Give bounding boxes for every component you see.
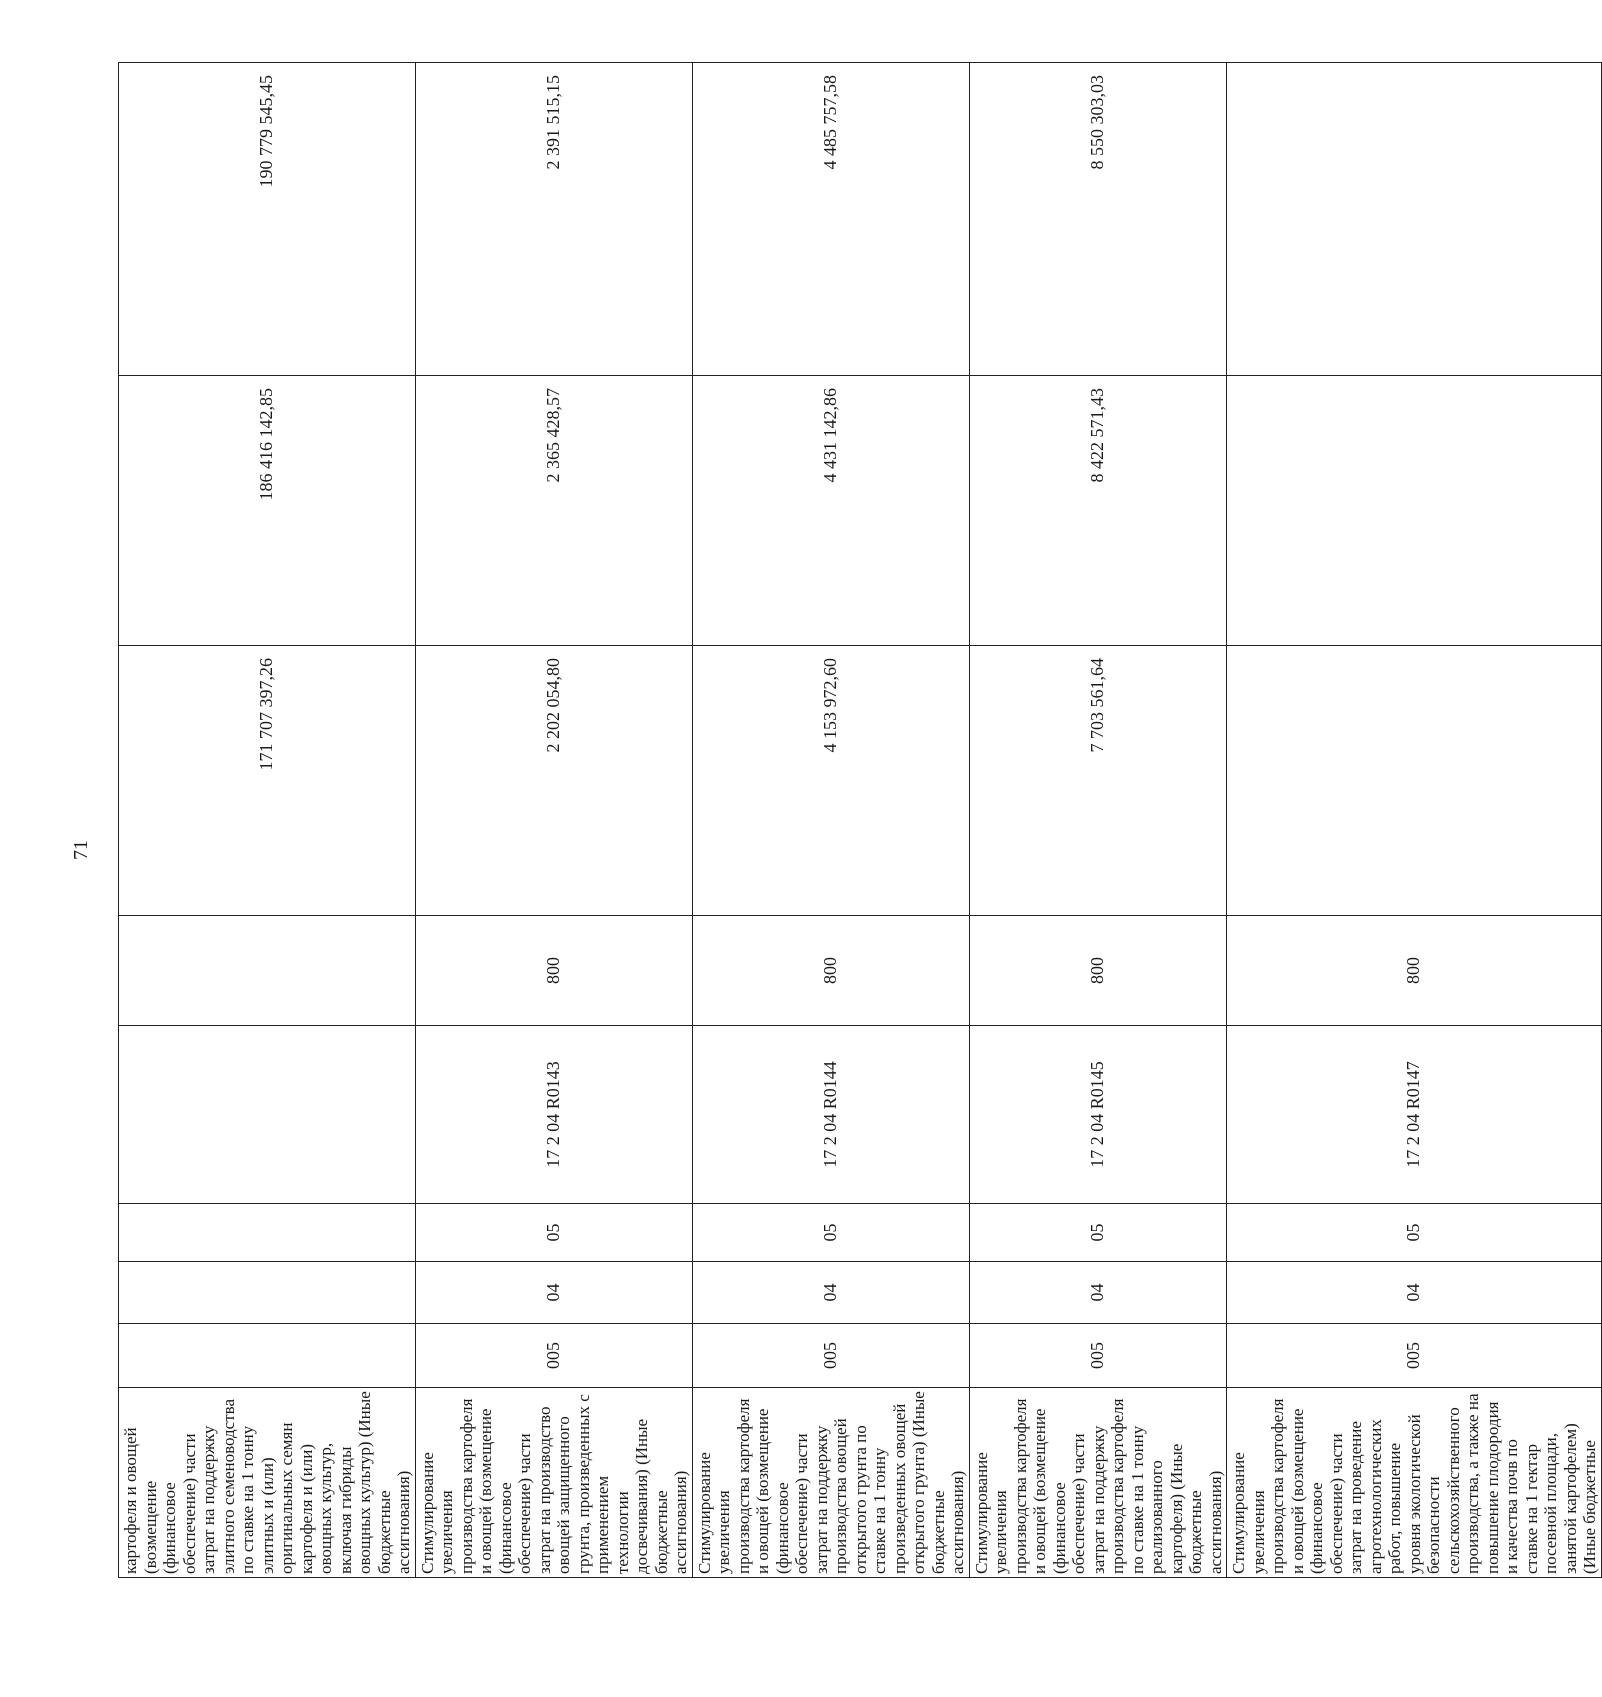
table-row [415,63,692,1578]
target-article [119,1026,416,1204]
amount-1 [1227,646,1602,916]
section-code [119,1262,416,1324]
section-code: 04 [969,1262,1227,1324]
ministry-code: 005 [692,1324,969,1388]
amount-3: 4 485 757,58 [692,63,969,376]
section-code: 04 [1227,1262,1602,1324]
amount-2: 8 422 571,43 [969,376,1227,646]
amount-3: 8 550 303,03 [969,63,1227,376]
amount-2: 2 365 428,57 [415,376,692,646]
page-number: 71 [70,840,92,860]
amount-2 [1227,376,1602,646]
table-row [119,63,416,1578]
amount-1: 7 703 561,64 [969,646,1227,916]
amount-1: 4 153 972,60 [692,646,969,916]
ministry-code: 005 [1227,1324,1602,1388]
row-description: Стимулирование увеличения производства картофеля и овощей (возмещение (финансовое обеспечение) части затрат на производство овощей защищенного грунта, произведенных с применением технологии досвечивания) (Иные бюджетные ассигнования) [415,1388,692,1578]
row-description: картофеля и овощей (возмещение (финансовое обеспечение) части затрат на поддержку элитного семеноводства по ставке на 1 тонну элитных и (или) оригинальных семян картофеля и (или) овощных культур, включая гибриды овощных культур) (Иные бюджетные ассигнования) [119,1388,416,1578]
amount-3 [1227,63,1602,376]
subsection-code: 05 [1227,1204,1602,1262]
amount-1: 171 707 397,26 [119,646,416,916]
target-article: 17 2 04 R0147 [1227,1026,1602,1204]
table-row [969,63,1227,1578]
subsection-code: 05 [415,1204,692,1262]
subsection-code [119,1204,416,1262]
target-article: 17 2 04 R0144 [692,1026,969,1204]
table-row [1227,63,1602,1578]
section-code: 04 [415,1262,692,1324]
row-description: Стимулирование увеличения производства картофеля и овощей (возмещение (финансовое обеспечение) части затрат на поддержку производства картофеля по ставке на 1 тонну реализованного картофеля) (Иные бюджетные ассигнования) [969,1388,1227,1578]
expense-type: 800 [969,916,1227,1026]
row-description: Стимулирование увеличения производства картофеля и овощей (возмещение (финансовое обеспечение) части затрат на поддержку производства овощей открытого грунта по ставке на 1 тонну произведенных овощей открытого грунта) (Иные бюджетные ассигнования) [692,1388,969,1578]
expense-type: 800 [1227,916,1602,1026]
target-article: 17 2 04 R0143 [415,1026,692,1204]
ministry-code [119,1324,416,1388]
expense-type [119,916,416,1026]
section-code: 04 [692,1262,969,1324]
ministry-code: 005 [415,1324,692,1388]
budget-table [118,62,1602,1578]
row-description: Стимулирование увеличения производства картофеля и овощей (возмещение (финансовое обеспечение) части затрат на проведение агротехнологических работ, повышение уровня экологической безопасности сельскохозяйственного производства, а также на повышение плодородия и качества почв по ставке на 1 гектар посевной площади, занятой картофелем) (Иные бюджетные [1227,1388,1602,1578]
amount-1: 2 202 054,80 [415,646,692,916]
rotated-budget-table [118,63,1599,1578]
amount-3: 2 391 515,15 [415,63,692,376]
target-article: 17 2 04 R0145 [969,1026,1227,1204]
expense-type: 800 [692,916,969,1026]
expense-type: 800 [415,916,692,1026]
subsection-code: 05 [692,1204,969,1262]
ministry-code: 005 [969,1324,1227,1388]
amount-2: 4 431 142,86 [692,376,969,646]
subsection-code: 05 [969,1204,1227,1262]
amount-3: 190 779 545,45 [119,63,416,376]
table-row [692,63,969,1578]
amount-2: 186 416 142,85 [119,376,416,646]
